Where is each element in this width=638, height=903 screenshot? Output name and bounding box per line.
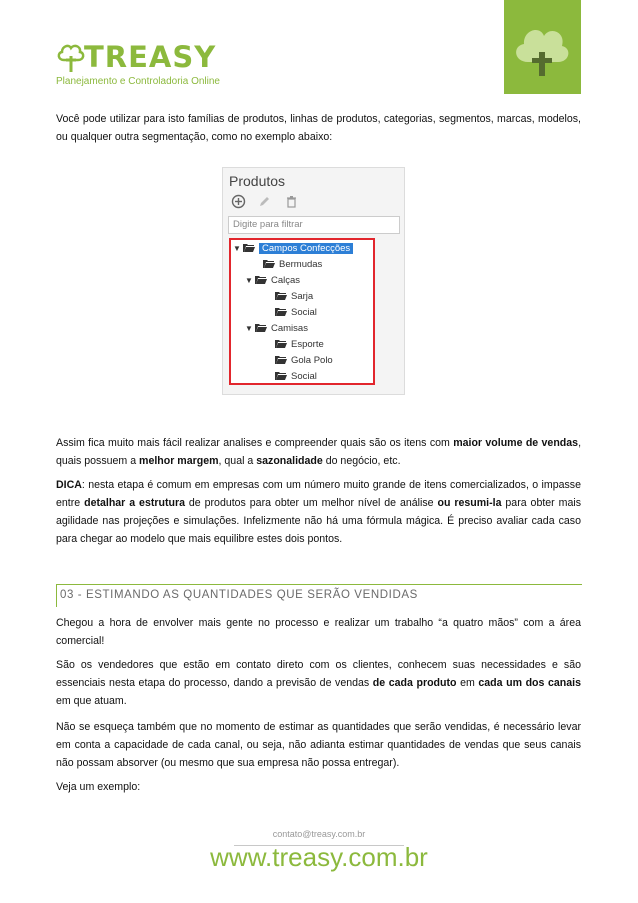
folder-open-icon xyxy=(255,276,267,284)
trash-icon[interactable] xyxy=(284,194,299,214)
widget-toolbar xyxy=(231,194,306,210)
tree-node[interactable] xyxy=(265,338,324,352)
section-header xyxy=(56,584,582,607)
filter-input[interactable]: Digite para filtrar xyxy=(228,216,400,234)
footer-url[interactable]: www.treasy.com.br xyxy=(210,842,428,872)
brand-name: TREASY xyxy=(84,40,217,74)
folder-open-icon xyxy=(275,292,287,300)
expand-toggle-icon[interactable]: ▼ xyxy=(245,276,253,285)
tree-node-label: Camisas xyxy=(271,323,308,334)
tree-node-label: Esporte xyxy=(291,339,324,350)
tree-node[interactable] xyxy=(233,242,353,256)
tree-node[interactable] xyxy=(265,306,317,320)
tree-node[interactable] xyxy=(265,370,317,384)
brand-tagline: Planejamento e Controladoria Online xyxy=(56,76,220,87)
folder-open-icon xyxy=(275,356,287,364)
tree-logo-icon xyxy=(56,42,86,74)
tree-node-label: Social xyxy=(291,307,317,318)
tip-paragraph: DICA: nesta etapa é comum em empresas com um número muito grande de itens comercializados, o impasse entre detalhar a estrutura de produtos para obter um melhor nível de análise ou resumi-la para obter mais agilidade nas projeções e simulações. Infelizmente não há uma fórmula mágica. É preciso avaliar cada caso para chegar ao modelo que mais equilibre estes dois pontos. xyxy=(56,479,581,545)
product-tree xyxy=(229,238,375,385)
section-title: 03 - ESTIMANDO AS QUANTIDADES QUE SERÃO VENDIDAS xyxy=(60,589,418,601)
paragraph-chegou: Chegou a hora de envolver mais gente no processo e realizar um trabalho “a quatro mãos” com a área comercial! xyxy=(56,617,581,647)
brand-tile xyxy=(504,0,581,94)
expand-toggle-icon[interactable]: ▼ xyxy=(245,324,253,333)
folder-open-icon xyxy=(275,372,287,380)
tree-node-label: Bermudas xyxy=(279,259,323,270)
pencil-icon[interactable] xyxy=(257,194,272,214)
paragraph-exemplo: Veja um exemplo: xyxy=(56,781,141,793)
tree-node-label: Calças xyxy=(271,275,301,286)
analysis-paragraph: Assim fica muito mais fácil realizar analises e compreender quais são os itens com maior volume de vendas, quais possuem a melhor margem, qual a sazonalidade do negócio, etc. xyxy=(56,437,582,467)
folder-open-icon xyxy=(243,244,255,252)
paragraph-vendedores: São os vendedores que estão em contato direto com os clientes, conhecem suas necessidades e são essenciais nesta etapa do processo, dando a previsão de vendas de cada produto em cada um dos canais em que atuam. xyxy=(56,659,581,707)
products-widget xyxy=(222,167,405,395)
tree-node[interactable] xyxy=(245,322,308,336)
tree-node-label: Gola Polo xyxy=(291,355,333,366)
intro-paragraph: Você pode utilizar para isto famílias de produtos, linhas de produtos, categorias, segmentos, marcas, modelos, ou qualquer outra segmentação, como no exemplo abaixo: xyxy=(56,113,581,143)
tree-node[interactable] xyxy=(265,354,333,368)
folder-open-icon xyxy=(263,260,275,268)
add-icon[interactable] xyxy=(231,194,246,214)
folder-open-icon xyxy=(255,324,267,332)
tree-node-label: Campos Confecções xyxy=(259,243,353,254)
tree-node-label: Sarja xyxy=(291,291,314,302)
folder-open-icon xyxy=(275,308,287,316)
footer-email: contato@treasy.com.br xyxy=(272,829,366,839)
tree-node[interactable] xyxy=(265,290,313,304)
tree-node[interactable] xyxy=(245,274,300,288)
folder-open-icon xyxy=(275,340,287,348)
tree-node[interactable] xyxy=(253,258,322,272)
paragraph-capacidade: Não se esqueça também que no momento de estimar as quantidades que serão vendidas, é necessário levar em conta a capacidade de cada canal, ou seja, não adianta estimar quantidades de vendas que seus canais não possam absorver (ou mesmo que sua empresa não possa entregar). xyxy=(56,721,581,769)
widget-title: Produtos xyxy=(229,173,286,189)
tree-tile-icon xyxy=(504,0,581,94)
tree-node-label: Social xyxy=(291,371,317,382)
expand-toggle-icon[interactable]: ▼ xyxy=(233,244,241,253)
